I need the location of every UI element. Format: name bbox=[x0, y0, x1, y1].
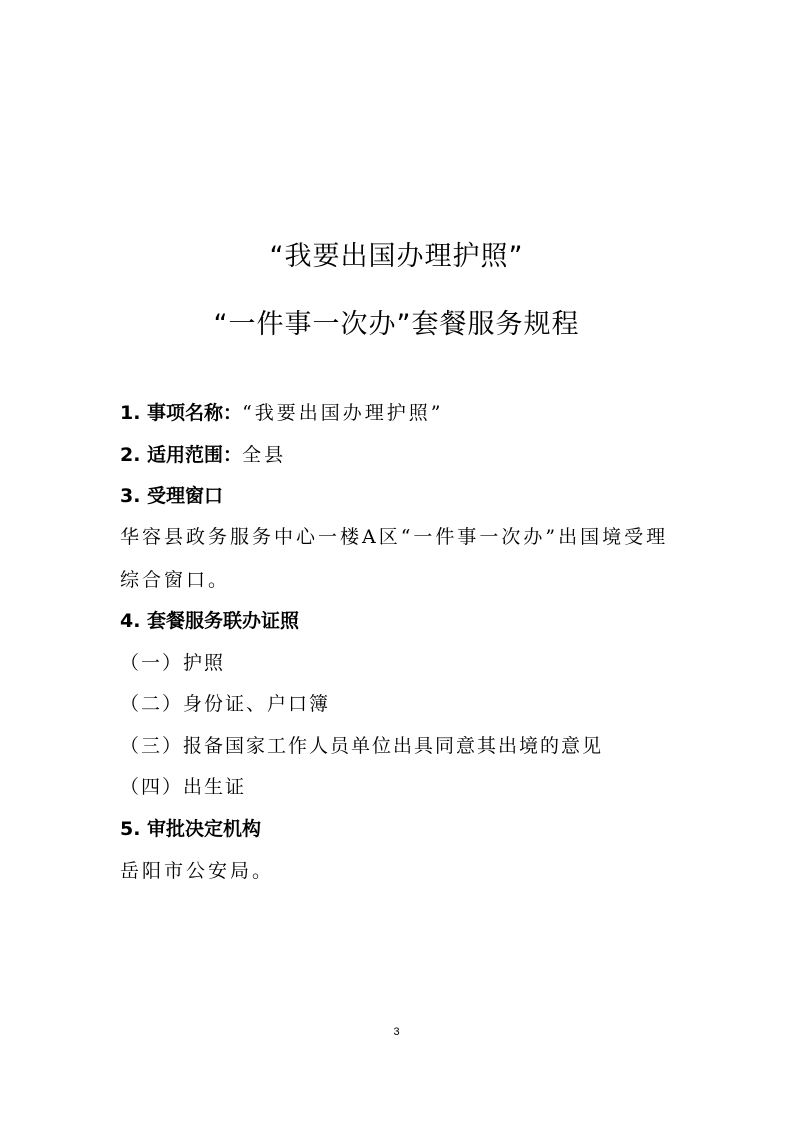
document-title-line-2: “一件事一次办”套餐服务规程 bbox=[213, 309, 580, 340]
section-1-label: 1. 事项名称： bbox=[120, 402, 243, 424]
section-3-text-line-2: 综合窗口。 bbox=[120, 569, 231, 591]
section-3-text-line-1: 华容县政务服务中心一楼A区“一件事一次办”出国境受理 bbox=[120, 526, 669, 548]
section-5-text-line-1: 岳阳市公安局。 bbox=[120, 860, 275, 882]
section-4-item-3: （三）报备国家工作人员单位出具同意其出境的意见 bbox=[120, 735, 604, 757]
section-4-heading: 4. 套餐服务联办证照 bbox=[120, 610, 300, 632]
section-4-item-2: （二）身份证、户口簿 bbox=[120, 693, 331, 715]
section-2-label: 2. 适用范围： bbox=[120, 444, 243, 466]
document-title-line-1: “我要出国办理护照” bbox=[269, 241, 524, 272]
section-5-heading: 5. 审批决定机构 bbox=[120, 818, 262, 840]
section-4-item-4: （四）出生证 bbox=[120, 776, 247, 798]
section-3-heading: 3. 受理窗口 bbox=[120, 485, 224, 507]
section-2-value: 全县 bbox=[242, 444, 287, 466]
section-2-heading bbox=[120, 440, 286, 467]
section-1-heading bbox=[120, 398, 444, 425]
section-4-item-1: （一）护照 bbox=[120, 652, 226, 674]
section-1-value: “我要出国办理护照” bbox=[242, 402, 444, 424]
page-number: 3 bbox=[393, 1026, 400, 1038]
